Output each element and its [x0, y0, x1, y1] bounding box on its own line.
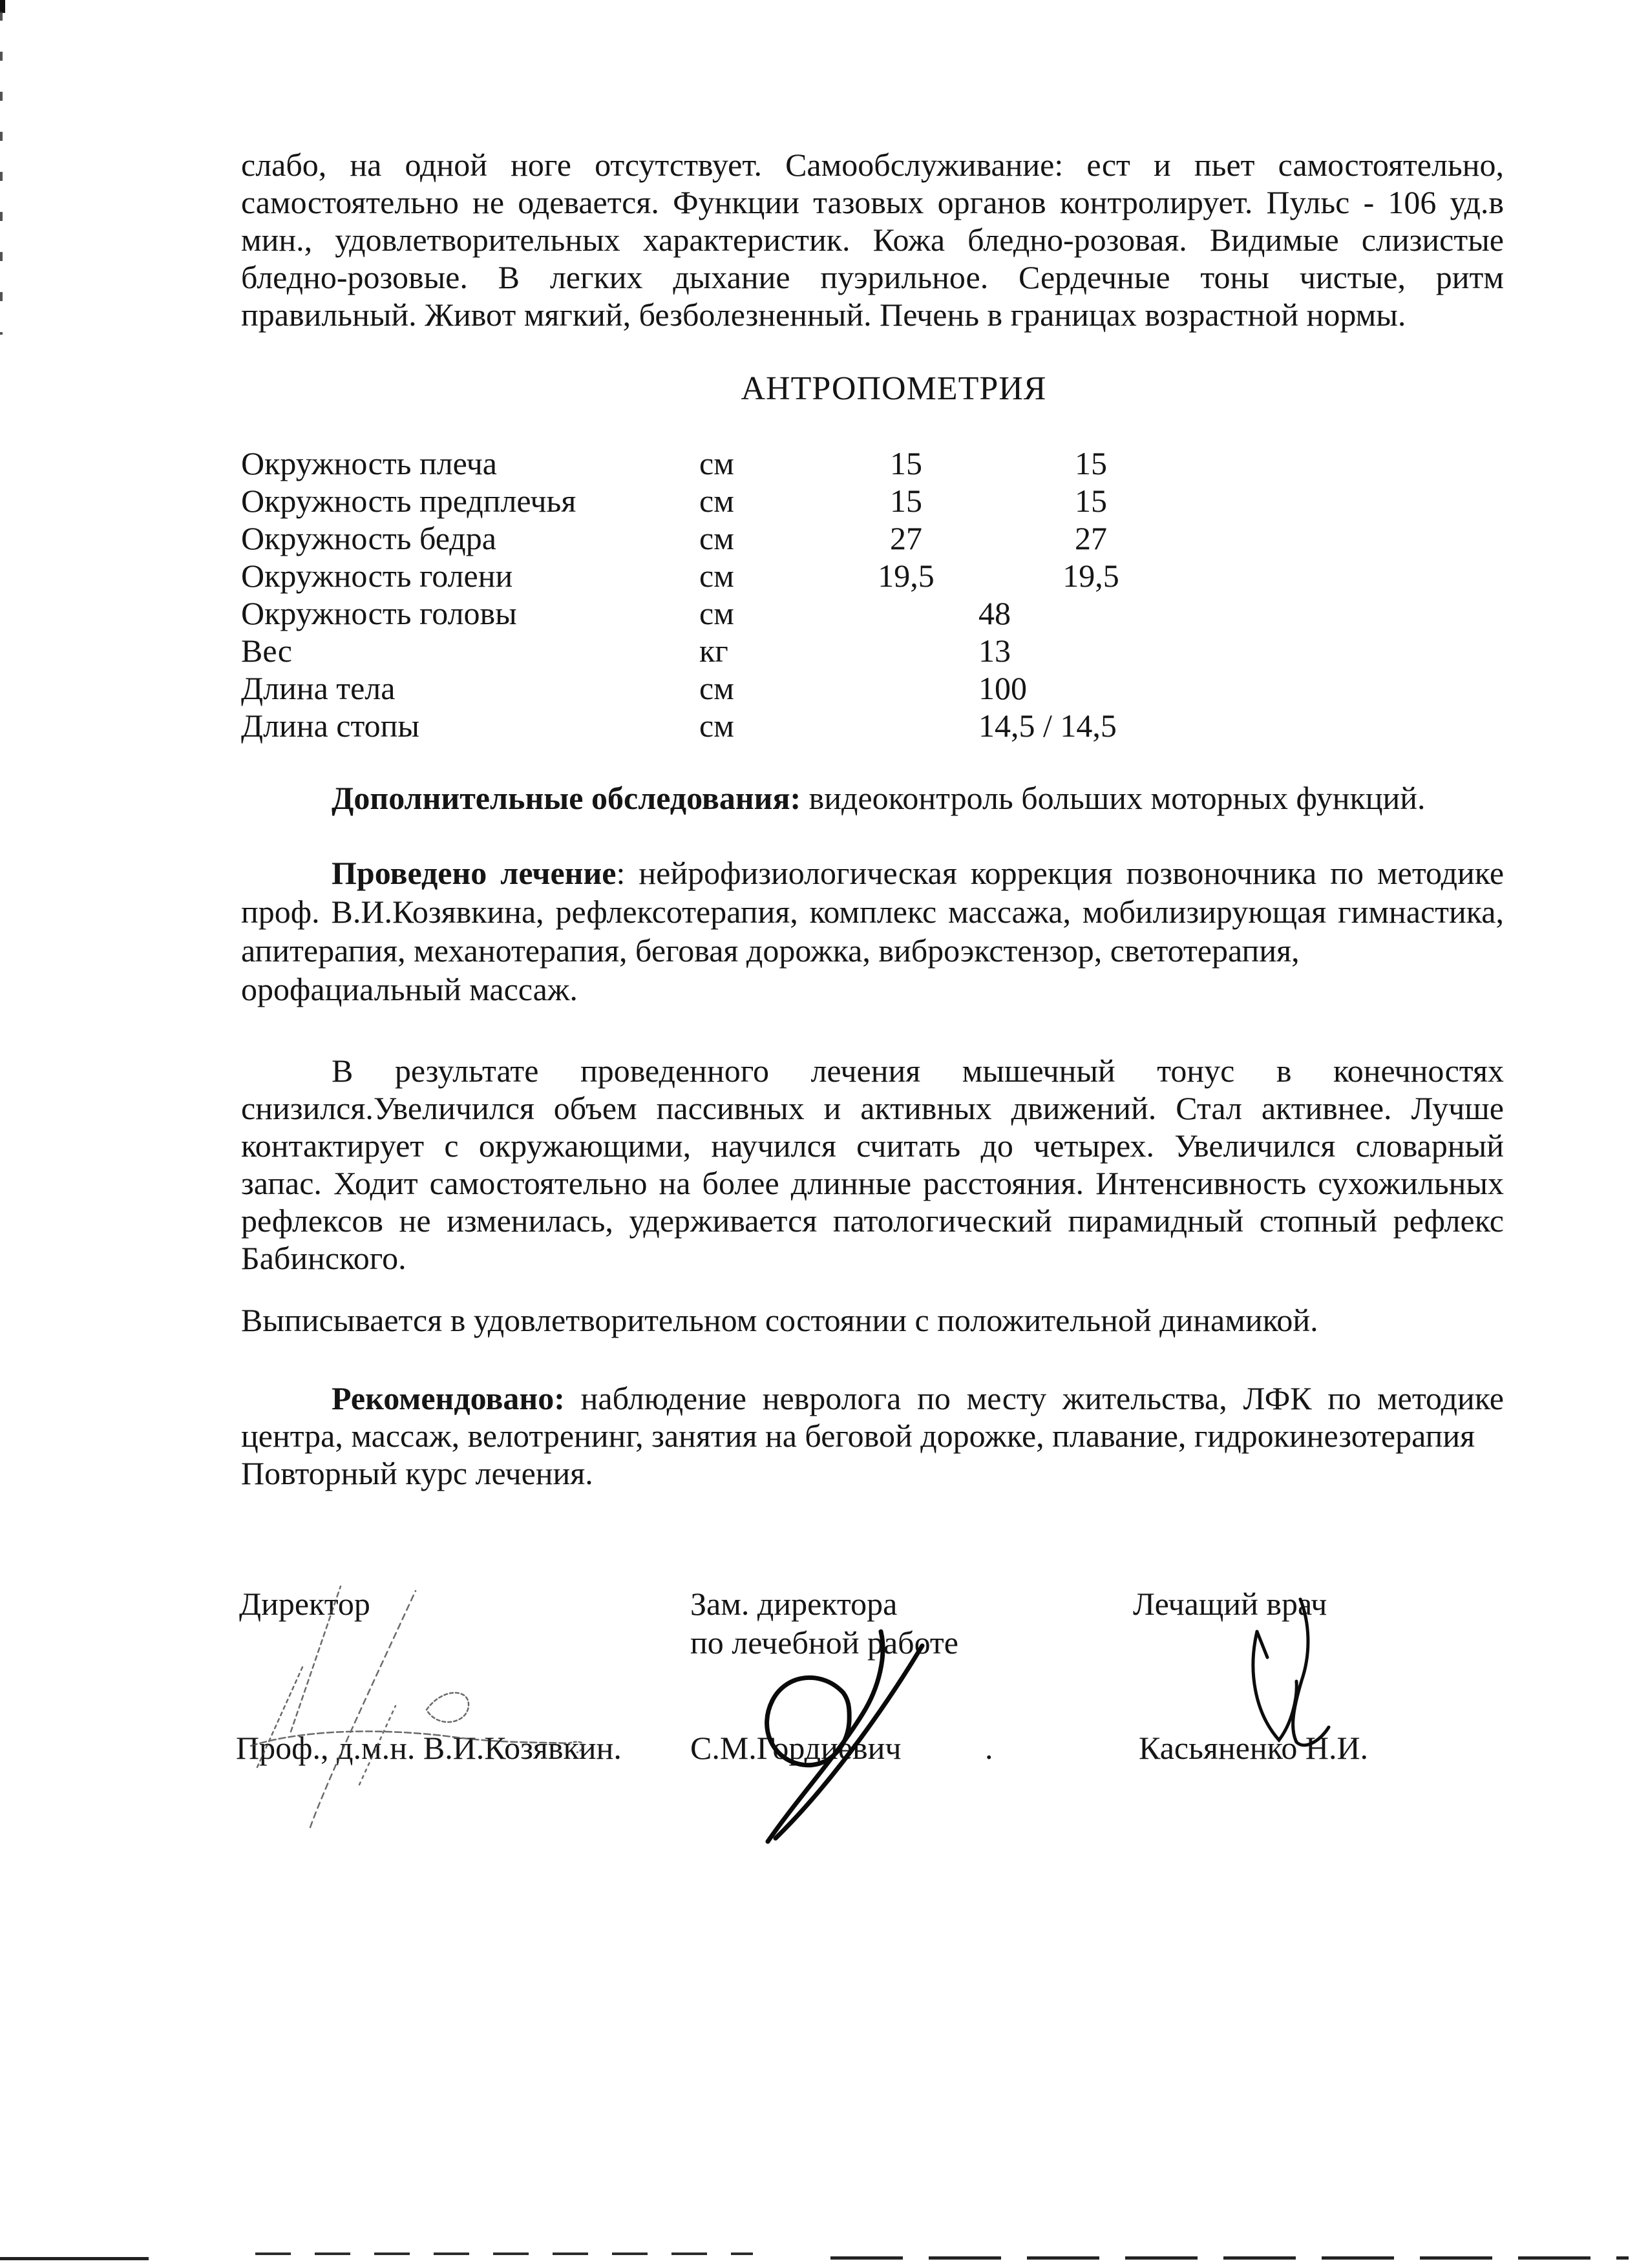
scan-artifact-corner: [0, 0, 5, 13]
row-unit: см: [699, 483, 734, 519]
text-line: запас. Ходит самостоятельно на более длинные расстояния. Интенсивность сухожильных: [241, 1165, 1504, 1201]
row-unit: см: [699, 708, 734, 744]
table-row: [0, 594, 1648, 633]
attending-doctor-signature: [1238, 1593, 1347, 1754]
scan-artifact-bottom-line: [0, 2257, 149, 2260]
text-line: самостоятельно не одевается. Функции тазовых органов контролирует. Пульс - 106 уд.в: [241, 184, 1504, 220]
row-label: Вес: [241, 633, 292, 669]
recommendation-paragraph: [241, 1380, 1504, 1492]
attending-doctor-name: Касьяненко Н.И.: [1139, 1730, 1369, 1766]
text-line: Дополнительные обследования: видеоконтроль больших моторных функций.: [332, 780, 1426, 816]
row-label: Окружность предплечья: [241, 483, 576, 519]
row-label: Окружность бедра: [241, 520, 496, 556]
text-line: рефлексов не изменилась, удерживается патологический пирамидный стопный рефлекс: [241, 1202, 1504, 1239]
treatment-result-paragraph: [241, 1052, 1504, 1277]
deputy-director-name: С.М.Гордиевич: [690, 1730, 902, 1766]
row-value-right: 27: [1075, 520, 1107, 556]
row-unit: см: [699, 445, 734, 481]
text-line: В результате проведенного лечения мышечный тонус в конечностях: [332, 1053, 1504, 1089]
row-value-center: 13: [978, 633, 1011, 669]
director-signature: [229, 1569, 682, 1834]
row-value-right: 15: [1075, 445, 1107, 481]
text-line: проф. В.И.Козявкина, рефлексотерапия, комплекс массажа, мобилизирующая гимнастика,: [241, 894, 1504, 930]
row-value-left: 15: [890, 445, 922, 481]
row-unit: см: [699, 558, 734, 594]
text-line: Бабинского.: [241, 1240, 407, 1276]
anthropometry-heading: АНТРОПОМЕТРИЯ: [741, 370, 1047, 407]
status-paragraph: [241, 146, 1504, 333]
text-line: слабо, на одной ноге отсутствует. Самообслуживание: ест и пьет самостоятельно,: [241, 147, 1504, 183]
text-line: Рекомендовано: наблюдение невролога по месту жительства, ЛФК по методике: [332, 1380, 1504, 1416]
table-row: [0, 445, 1648, 483]
table-row: [0, 707, 1648, 746]
additional-examinations-paragraph: [241, 779, 1504, 817]
discharge-status-line: Выписывается в удовлетворительном состоянии с положительной динамикой.: [241, 1302, 1318, 1338]
text-line: контактирует с окружающими, научился считать до четырех. Увеличился словарный: [241, 1128, 1504, 1164]
table-row: [0, 557, 1648, 596]
text-line: мин., удовлетворительных характеристик. Кожа бледно-розовая. Видимые слизистые: [241, 222, 1504, 258]
text-line: орофациальный массаж.: [241, 971, 578, 1007]
row-label: Длина стопы: [241, 708, 420, 744]
text-line: центра, массаж, велотренинг, занятия на беговой дорожке, плавание, гидрокинезотерапия: [241, 1418, 1475, 1454]
row-unit: см: [699, 670, 734, 706]
row-value-right: 19,5: [1062, 558, 1119, 594]
director-title: Директор: [239, 1586, 370, 1622]
row-label: Окружность голени: [241, 558, 513, 594]
text-line: апитерапия, механотерапия, беговая дорожка, виброэкстензор, светотерапия,: [241, 932, 1300, 969]
deputy-director-title: Зам. директора: [690, 1586, 898, 1622]
scan-artifact-left-edge: [0, 12, 3, 335]
row-label: Окружность плеча: [241, 445, 497, 481]
scan-artifact-bottom-line: [830, 2256, 1629, 2260]
row-unit: кг: [699, 633, 728, 669]
deputy-director-signature: [724, 1610, 944, 1856]
scan-artifact-bottom-line: [255, 2252, 753, 2255]
text-line: Проведено лечение: нейрофизиологическая коррекция позвоночника по методике: [332, 855, 1505, 891]
treatment-paragraph: [241, 854, 1504, 1009]
row-value-center: 48: [978, 595, 1011, 631]
stray-period-mark: .: [985, 1730, 993, 1766]
text-line: бледно-розовые. В легких дыхание пуэрильное. Сердечные тоны чистые, ритм: [241, 259, 1504, 295]
row-value-left: 19,5: [878, 558, 935, 594]
row-label: Окружность головы: [241, 595, 517, 631]
row-value-left: 27: [890, 520, 922, 556]
table-row: [0, 669, 1648, 708]
row-value-left: 15: [890, 483, 922, 519]
row-value-center: 100: [978, 670, 1027, 706]
director-name: Проф., д.м.н. В.И.Козявкин.: [236, 1730, 622, 1766]
table-row: [0, 520, 1648, 558]
text-line: правильный. Живот мягкий, безболезненный. Печень в границах возрастной нормы.: [241, 297, 1406, 333]
attending-doctor-title: Лечащий врач: [1133, 1586, 1327, 1622]
text-line: снизился.Увеличился объем пассивных и активных движений. Стал активнее. Лучше: [241, 1090, 1504, 1126]
row-unit: см: [699, 595, 734, 631]
text-line: Повторный курс лечения.: [241, 1455, 593, 1491]
table-row: [0, 482, 1648, 521]
deputy-director-title-line2: по лечебной работе: [690, 1624, 958, 1661]
row-unit: см: [699, 520, 734, 556]
table-row: [0, 632, 1648, 671]
row-value-center: 14,5 / 14,5: [978, 708, 1117, 744]
row-value-right: 15: [1075, 483, 1107, 519]
row-label: Длина тела: [241, 670, 396, 706]
